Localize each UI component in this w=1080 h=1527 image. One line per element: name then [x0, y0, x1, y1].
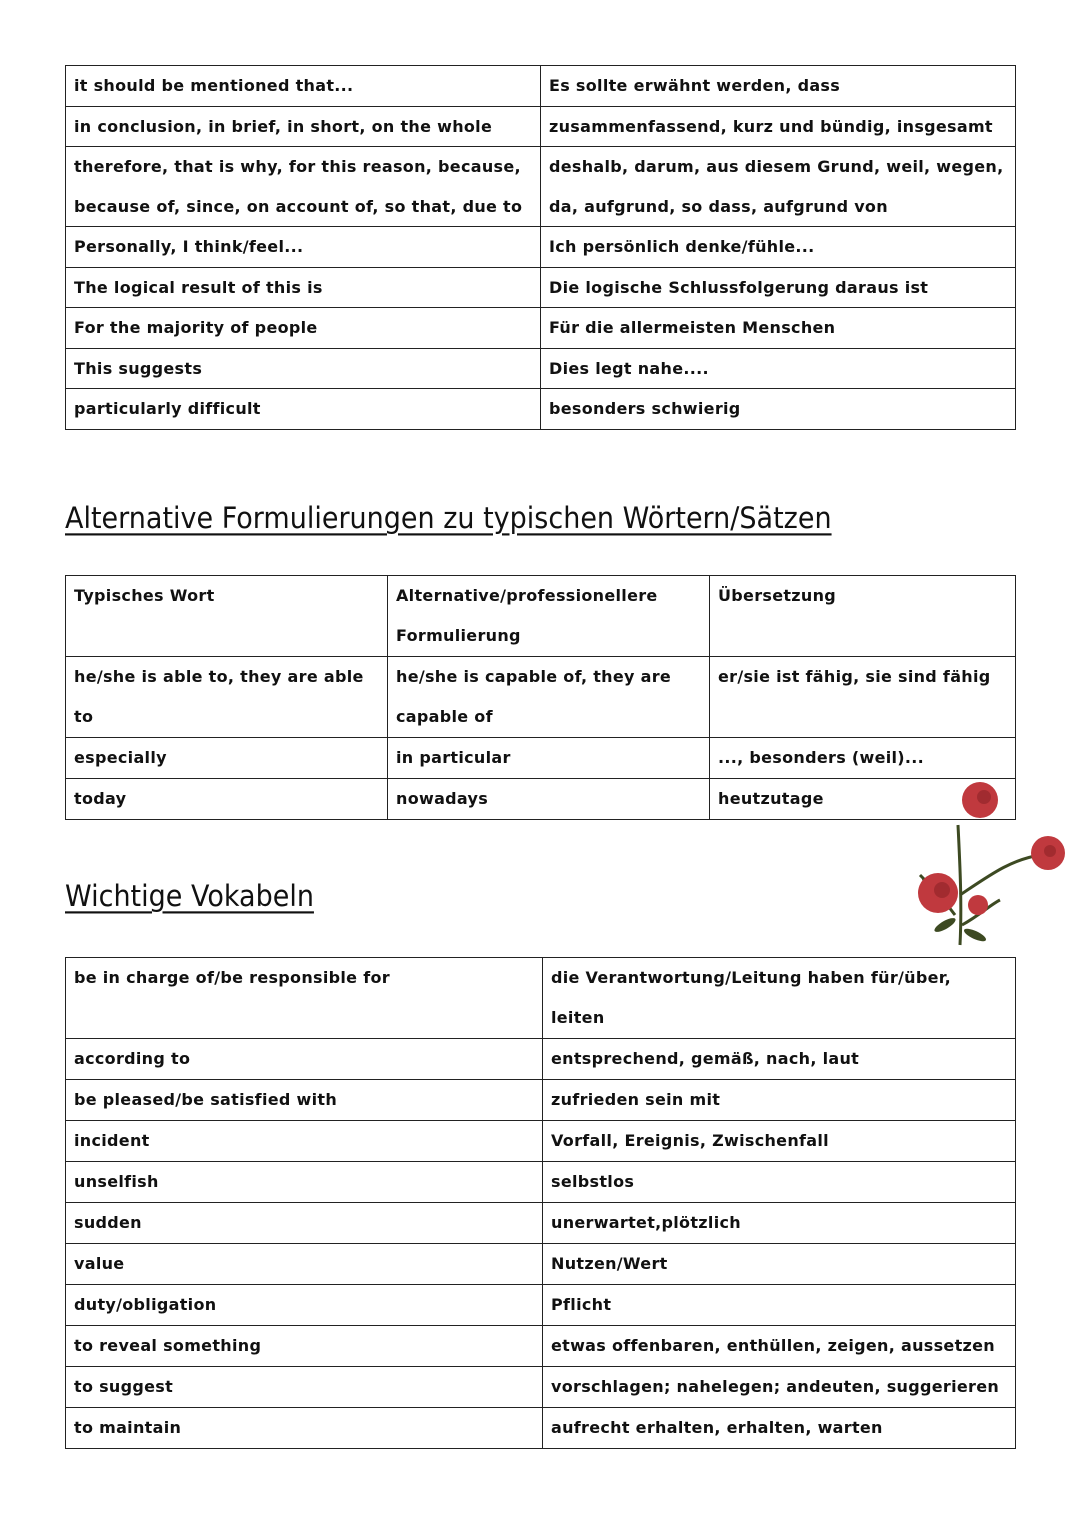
german-term: entsprechend, gemäß, nach, laut	[543, 1039, 1016, 1080]
german-term: Vorfall, Ereignis, Zwischenfall	[543, 1121, 1016, 1162]
phrase-row	[66, 348, 1016, 389]
vocabulary-row	[66, 1244, 1016, 1285]
header-typical-word: Typisches Wort	[66, 576, 388, 657]
table-header-row	[66, 576, 1016, 657]
vocabulary-row	[66, 1326, 1016, 1367]
vocabulary-table	[65, 957, 1016, 1449]
vocabulary-row	[66, 1162, 1016, 1203]
phrase-row	[66, 308, 1016, 349]
english-phrase: This suggests	[66, 348, 541, 389]
german-term: aufrecht erhalten, erhalten, warten	[543, 1408, 1016, 1449]
german-term: die Verantwortung/Leitung haben für/über, leiten	[543, 958, 1016, 1039]
german-phrase: zusammenfassend, kurz und bündig, insgesamt	[541, 106, 1016, 147]
english-term: be in charge of/be responsible for	[66, 958, 543, 1039]
english-phrase: it should be mentioned that...	[66, 66, 541, 107]
vocabulary-row	[66, 1080, 1016, 1121]
english-term: be pleased/be satisfied with	[66, 1080, 543, 1121]
alternative-phrasing: nowadays	[388, 779, 710, 820]
german-phrase: Ich persönlich denke/fühle...	[541, 227, 1016, 268]
english-phrase: particularly difficult	[66, 389, 541, 430]
translation: er/sie ist fähig, sie sind fähig	[710, 657, 1016, 738]
vocabulary-row	[66, 1408, 1016, 1449]
vocabulary-row	[66, 1203, 1016, 1244]
english-term: to reveal something	[66, 1326, 543, 1367]
alternative-row	[66, 738, 1016, 779]
header-alternative: Alternative/professionellere Formulierung	[388, 576, 710, 657]
typical-word: especially	[66, 738, 388, 779]
flower-decoration	[900, 775, 1080, 955]
english-term: according to	[66, 1039, 543, 1080]
german-phrase: besonders schwierig	[541, 389, 1016, 430]
english-term: unselfish	[66, 1162, 543, 1203]
german-term: zufrieden sein mit	[543, 1080, 1016, 1121]
english-phrase: therefore, that is why, for this reason, because, because of, since, on account of, so that, due to	[66, 147, 541, 227]
vocabulary-row	[66, 1121, 1016, 1162]
vocabulary-row	[66, 1285, 1016, 1326]
header-translation: Übersetzung	[710, 576, 1016, 657]
phrase-row	[66, 227, 1016, 268]
phrase-row	[66, 147, 1016, 227]
vocabulary-heading: Wichtige Vokabeln	[65, 880, 314, 914]
alternative-phrasing: he/she is capable of, they are capable of	[388, 657, 710, 738]
german-phrase: Die logische Schlussfolgerung daraus ist	[541, 267, 1016, 308]
english-term: duty/obligation	[66, 1285, 543, 1326]
vocabulary-row	[66, 1039, 1016, 1080]
english-phrase: in conclusion, in brief, in short, on the whole	[66, 106, 541, 147]
phrase-row	[66, 389, 1016, 430]
german-phrase: deshalb, darum, aus diesem Grund, weil, wegen, da, aufgrund, so dass, aufgrund von	[541, 147, 1016, 227]
vocabulary-row	[66, 1367, 1016, 1408]
german-term: selbstlos	[543, 1162, 1016, 1203]
english-term: to maintain	[66, 1408, 543, 1449]
english-term: sudden	[66, 1203, 543, 1244]
german-phrase: Für die allermeisten Menschen	[541, 308, 1016, 349]
phrase-row	[66, 106, 1016, 147]
german-term: vorschlagen; nahelegen; andeuten, suggerieren	[543, 1367, 1016, 1408]
alternative-row	[66, 779, 1016, 820]
english-phrase: Personally, I think/feel...	[66, 227, 541, 268]
english-phrase: The logical result of this is	[66, 267, 541, 308]
german-phrase: Dies legt nahe....	[541, 348, 1016, 389]
english-term: value	[66, 1244, 543, 1285]
german-term: unerwartet,plötzlich	[543, 1203, 1016, 1244]
vocabulary-row	[66, 958, 1016, 1039]
german-term: etwas offenbaren, enthüllen, zeigen, aussetzen	[543, 1326, 1016, 1367]
typical-word: today	[66, 779, 388, 820]
blossom-center	[968, 895, 988, 915]
alternative-row	[66, 657, 1016, 738]
phrase-row	[66, 267, 1016, 308]
german-phrase: Es sollte erwähnt werden, dass	[541, 66, 1016, 107]
german-term: Pflicht	[543, 1285, 1016, 1326]
german-term: Nutzen/Wert	[543, 1244, 1016, 1285]
english-term: to suggest	[66, 1367, 543, 1408]
alternative-phrasings-heading: Alternative Formulierungen zu typischen Wörtern/Sätzen	[65, 502, 832, 536]
typical-word: he/she is able to, they are able to	[66, 657, 388, 738]
translation: ..., besonders (weil)...	[710, 738, 1016, 779]
alternative-phrasings-table	[65, 575, 1016, 820]
phrases-table	[65, 65, 1016, 430]
english-term: incident	[66, 1121, 543, 1162]
alternative-phrasing: in particular	[388, 738, 710, 779]
translation: heutzutage	[710, 779, 1016, 820]
english-phrase: For the majority of people	[66, 308, 541, 349]
phrase-row	[66, 66, 1016, 107]
